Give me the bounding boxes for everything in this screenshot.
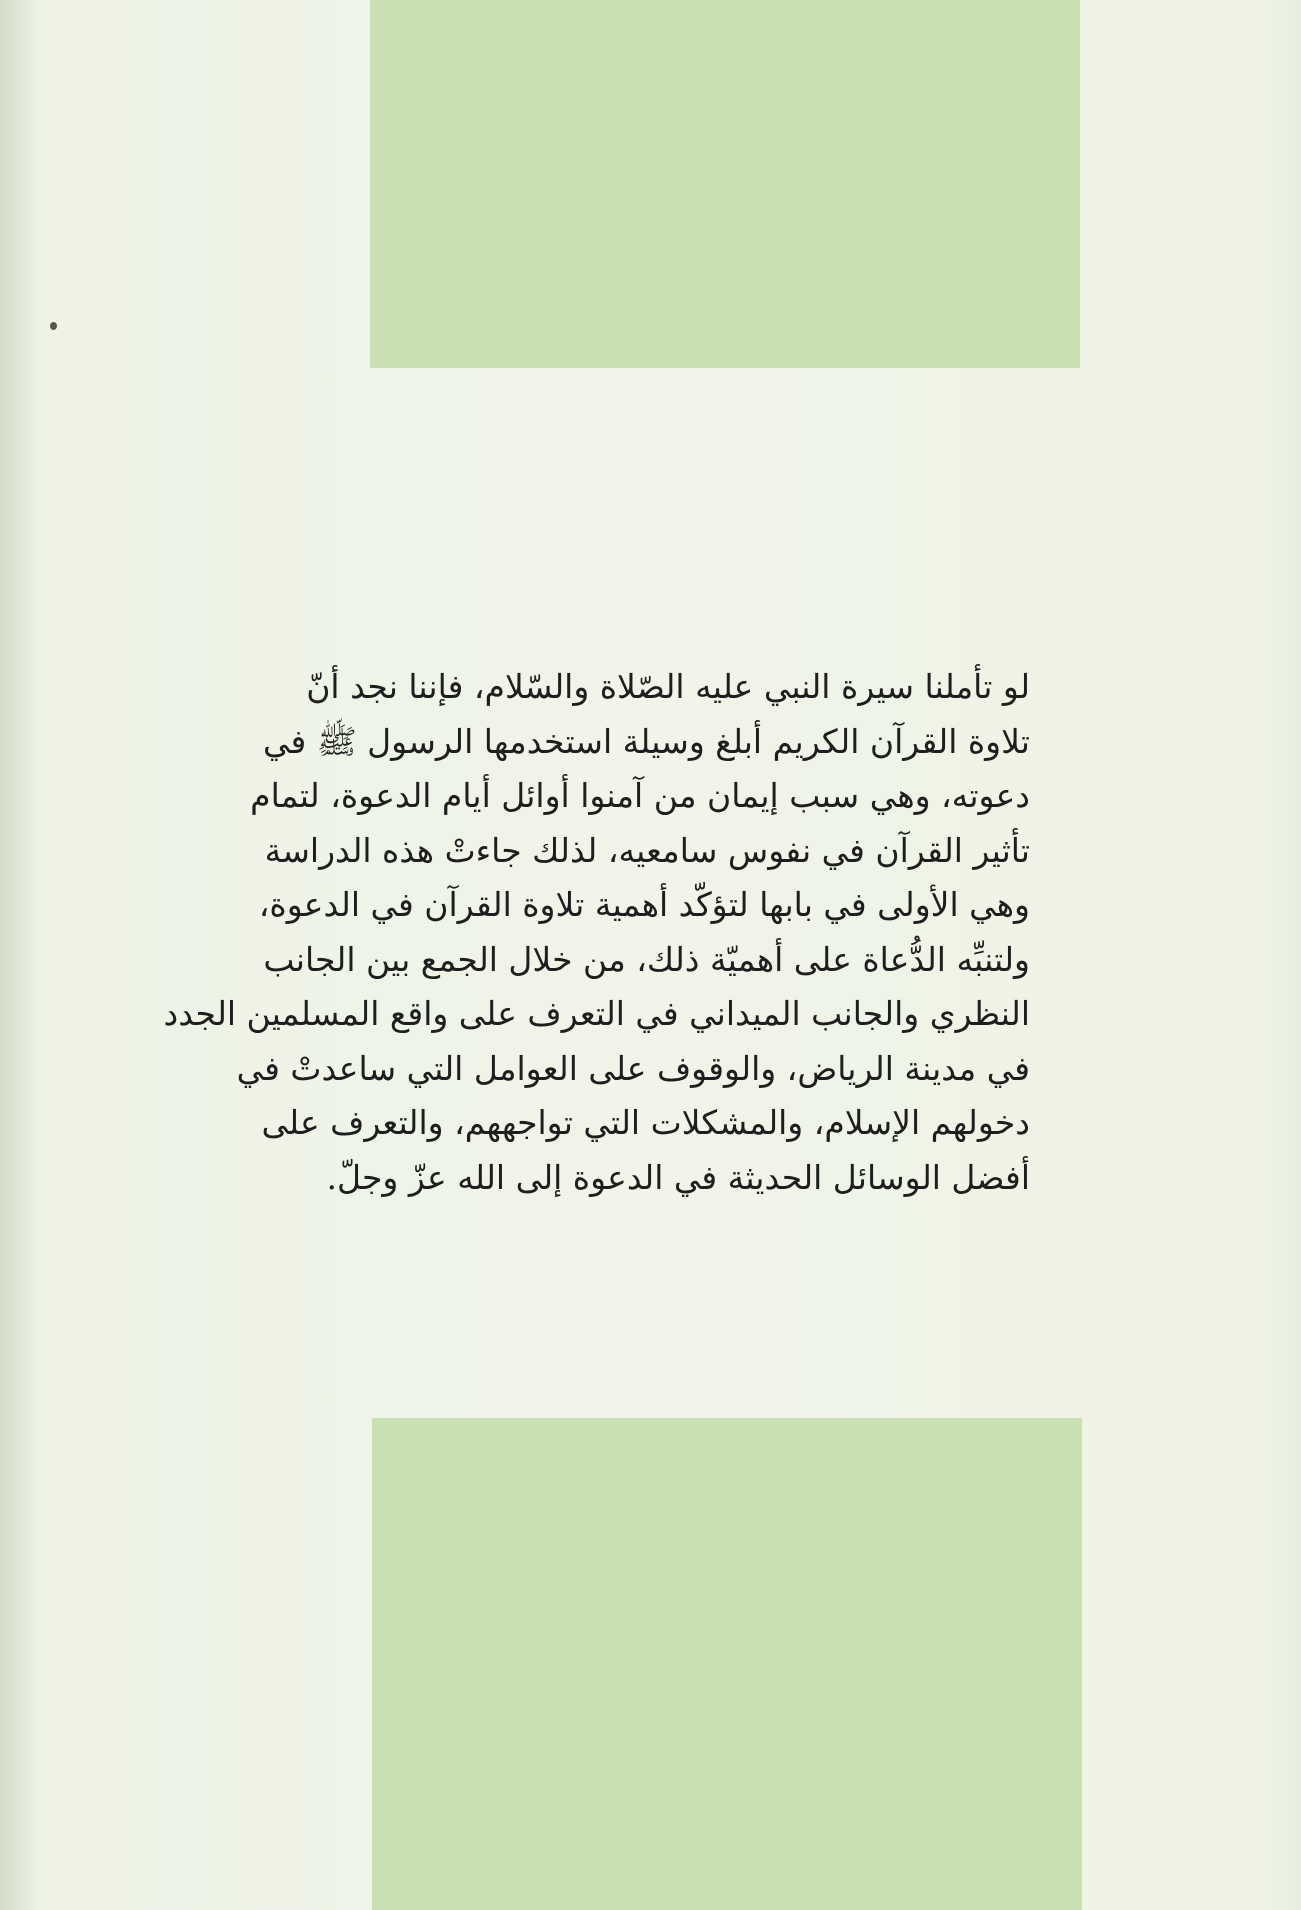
blurb-line: أفضل الوسائل الحديثة في الدعوة إلى الله عزّ وجلّ. xyxy=(326,1157,1030,1197)
blurb-line: تلاوة القرآن الكريم أبلغ وسيلة استخدمها الرسول ﷺ في xyxy=(263,721,1030,761)
blurb-line: لو تأملنا سيرة النبي عليه الصّلاة والسّلام، فإننا نجد أنّ xyxy=(306,667,1030,706)
blurb-line: تأثير القرآن في نفوس سامعيه، لذلك جاءتْ هذه الدراسة xyxy=(264,830,1030,870)
bottom-green-band xyxy=(372,1418,1082,1910)
blurb-line: ولتنبِّه الدُّعاة على أهميّة ذلك، من خلال الجمع بين الجانب xyxy=(263,939,1030,979)
blurb-paragraph xyxy=(163,660,1030,1205)
top-green-band xyxy=(370,0,1080,368)
blurb-line: النظري والجانب الميداني في التعرف على واقع المسلمين الجدد xyxy=(163,994,1030,1033)
blurb-line: دعوته، وهي سبب إيمان من آمنوا أوائل أيام الدعوة، لتمام xyxy=(250,776,1030,815)
print-speck xyxy=(50,322,57,330)
blurb-line: دخولهم الإسلام، والمشكلات التي تواجههم، والتعرف على xyxy=(261,1103,1030,1142)
blurb-line: وهي الأولى في بابها لتؤكّد أهمية تلاوة القرآن في الدعوة، xyxy=(258,885,1030,924)
blurb-line: في مدينة الرياض، والوقوف على العوامل التي ساعدتْ في xyxy=(236,1048,1030,1088)
spine-shadow xyxy=(0,0,42,1910)
